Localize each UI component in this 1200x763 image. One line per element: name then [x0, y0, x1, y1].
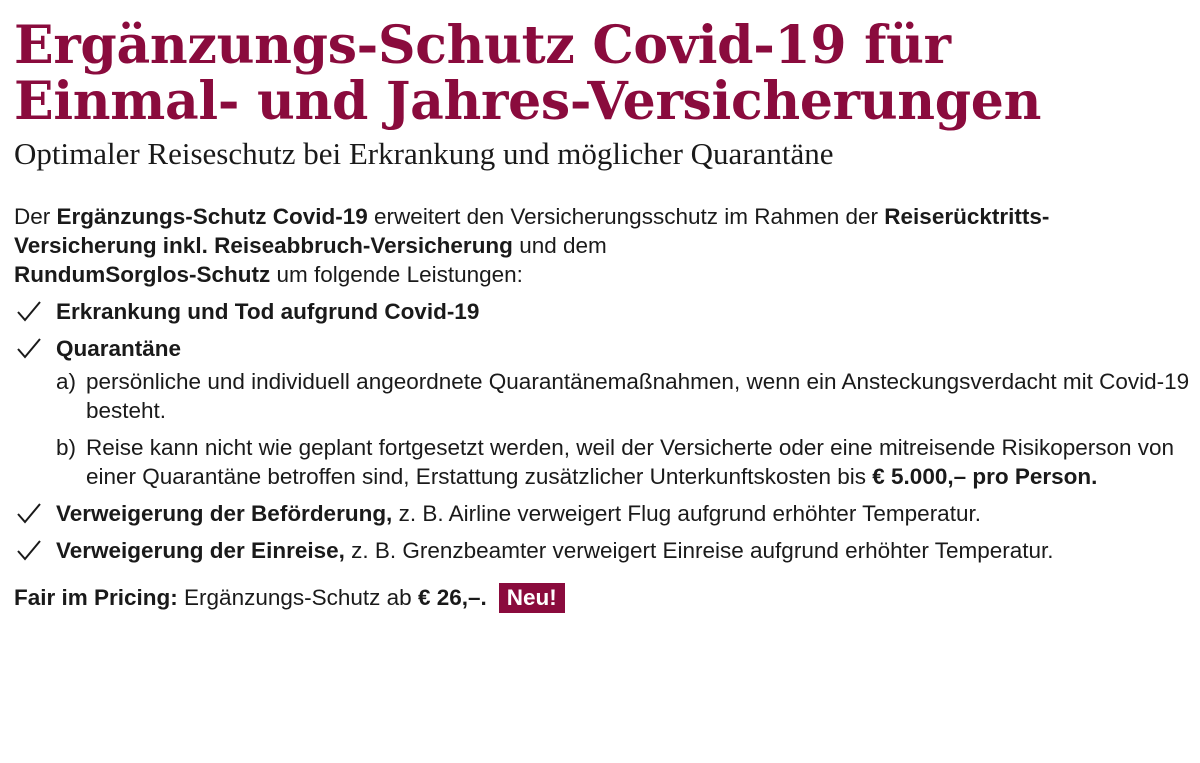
intro-text-2: erweitert den Versicherungsschutz im Rahmen der	[367, 204, 885, 229]
benefit-title: Verweigerung der Beförderung,	[56, 501, 393, 526]
sub-text: persönliche und individuell angeordnete Quarantänemaßnahmen, wenn ein Ansteckungsverdacht mit Covid-19 besteht.	[86, 369, 1190, 423]
benefit-title: Quarantäne	[56, 336, 182, 361]
benefit-text: z. B. Airline verweigert Flug aufgrund erhöhter Temperatur.	[392, 501, 981, 526]
intro-text-1: Der	[14, 204, 57, 229]
quarantine-sub-b	[56, 433, 1190, 491]
intro-paragraph	[14, 202, 1190, 289]
benefit-text: z. B. Grenzbeamter verweigert Einreise aufgrund erhöhter Temperatur.	[344, 538, 1054, 563]
new-badge: Neu!	[499, 583, 565, 613]
pricing-line	[14, 583, 1190, 613]
pricing-price: € 26,–.	[417, 585, 487, 610]
intro-text-3: und dem	[512, 233, 607, 258]
pricing-label: Fair im Pricing:	[14, 585, 178, 610]
sub-text-bold: € 5.000,– pro Person.	[872, 464, 1098, 489]
document	[14, 15, 1190, 613]
intro-bold-3: RundumSorglos-Schutz	[14, 262, 271, 287]
sub-marker: a)	[56, 369, 77, 394]
benefit-item-quarantine	[14, 334, 1190, 491]
title-line-2: Einmal- und Jahres-Versicherungen	[14, 71, 1042, 132]
benefit-title: Verweigerung der Einreise,	[56, 538, 345, 563]
sub-text: Reise kann nicht wie geplant fortgesetzt werden, weil der Versicherte oder eine mitreisende Risikoperson von einer Quarantäne betroffen sind, Erstattung zusätzlicher Unterkunftskosten bis	[86, 435, 1175, 489]
quarantine-sub-a	[56, 367, 1190, 425]
check-icon	[16, 337, 42, 359]
check-icon	[16, 300, 42, 322]
benefit-item-covid	[14, 297, 1190, 326]
intro-bold-1: Ergänzungs-Schutz Covid-19	[56, 204, 368, 229]
title-line-1: Ergänzungs-Schutz Covid-19 für	[14, 15, 951, 76]
intro-text-4: um folgende Leistungen:	[270, 262, 523, 287]
sub-marker: b)	[56, 435, 77, 460]
benefits-list	[14, 297, 1190, 565]
page-subtitle: Optimaler Reiseschutz bei Erkrankung und möglicher Quarantäne	[14, 136, 834, 171]
benefit-item-entry	[14, 536, 1190, 565]
pricing-text: Ergänzungs-Schutz ab	[177, 585, 418, 610]
intro-bold-2: Reiserücktritts-Versicherung inkl. Reiseabbruch-Versicherung	[14, 204, 1050, 258]
page-title	[14, 15, 1190, 132]
benefit-title: Erkrankung und Tod aufgrund Covid-19	[56, 299, 480, 324]
check-icon	[16, 502, 42, 524]
benefit-item-transport	[14, 499, 1190, 528]
check-icon	[16, 539, 42, 561]
